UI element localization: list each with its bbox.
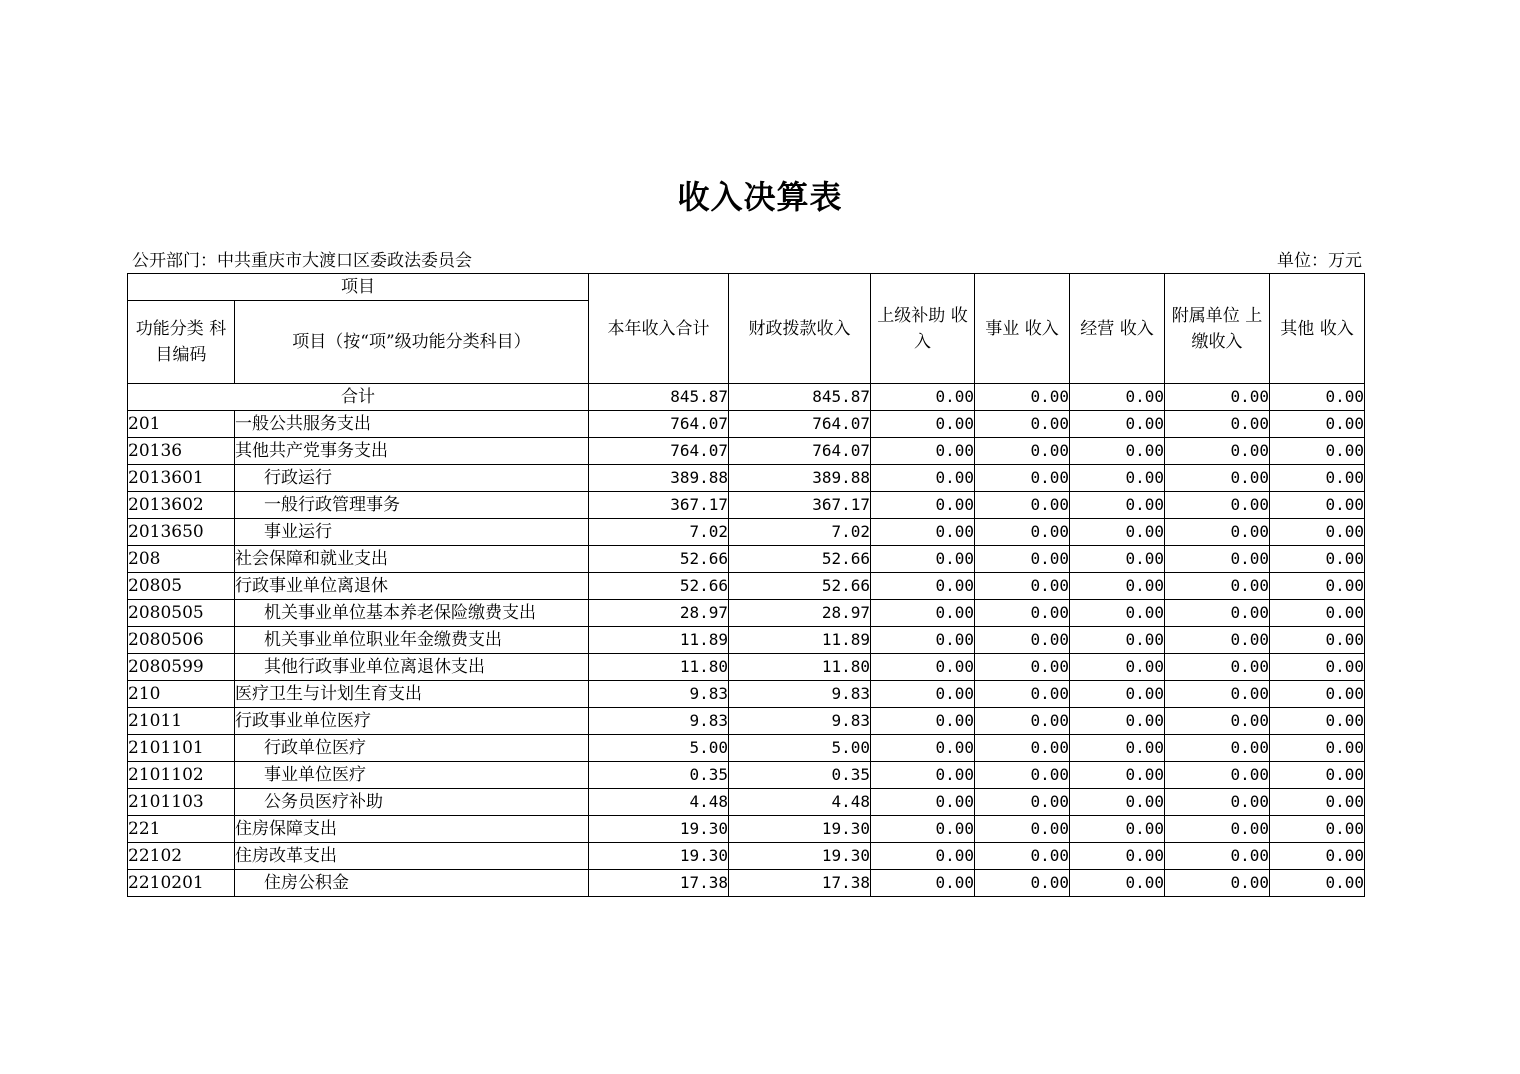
row-value: 0.00 <box>975 870 1070 897</box>
row-value: 0.00 <box>871 735 975 762</box>
row-code: 2013602 <box>128 492 235 519</box>
row-value: 0.00 <box>1270 627 1365 654</box>
row-name: 住房公积金 <box>235 870 589 897</box>
row-value: 389.88 <box>729 465 871 492</box>
row-value: 9.83 <box>589 681 729 708</box>
header-superior-subsidy: 上级补助 收入 <box>871 274 975 384</box>
row-value: 11.80 <box>729 654 871 681</box>
row-value: 0.00 <box>871 573 975 600</box>
row-code: 2080506 <box>128 627 235 654</box>
header-project-group: 项目 <box>128 274 589 301</box>
header-total: 本年收入合计 <box>589 274 729 384</box>
header-affiliated: 附属单位 上缴收入 <box>1165 274 1270 384</box>
row-code: 2101103 <box>128 789 235 816</box>
row-value: 0.00 <box>1165 708 1270 735</box>
table-row <box>128 465 1365 492</box>
row-code: 2013650 <box>128 519 235 546</box>
row-value: 0.35 <box>729 762 871 789</box>
row-value: 0.00 <box>1070 600 1165 627</box>
row-name: 公务员医疗补助 <box>235 789 589 816</box>
row-value: 0.00 <box>1070 492 1165 519</box>
row-value: 0.00 <box>1270 870 1365 897</box>
row-value: 0.00 <box>975 519 1070 546</box>
row-code: 2013601 <box>128 465 235 492</box>
table-row <box>128 519 1365 546</box>
row-value: 0.00 <box>1270 438 1365 465</box>
header-other: 其他 收入 <box>1270 274 1365 384</box>
row-value: 0.00 <box>1270 492 1365 519</box>
row-value: 0.00 <box>1270 600 1365 627</box>
total-cell: 0.00 <box>871 384 975 411</box>
row-value: 0.00 <box>1070 762 1165 789</box>
row-value: 0.00 <box>1165 681 1270 708</box>
total-row <box>128 384 1365 411</box>
row-value: 0.00 <box>871 600 975 627</box>
row-value: 0.00 <box>975 789 1070 816</box>
table-row <box>128 627 1365 654</box>
row-value: 11.89 <box>589 627 729 654</box>
row-value: 7.02 <box>589 519 729 546</box>
row-value: 0.00 <box>1165 735 1270 762</box>
row-value: 0.00 <box>871 816 975 843</box>
row-value: 0.00 <box>871 519 975 546</box>
total-cell: 0.00 <box>975 384 1070 411</box>
row-name: 行政运行 <box>235 465 589 492</box>
table-row <box>128 546 1365 573</box>
row-value: 28.97 <box>589 600 729 627</box>
table-row <box>128 438 1365 465</box>
row-value: 0.00 <box>871 465 975 492</box>
row-value: 0.00 <box>1070 546 1165 573</box>
row-code: 2080599 <box>128 654 235 681</box>
table-body <box>128 384 1365 897</box>
row-value: 17.38 <box>729 870 871 897</box>
row-value: 9.83 <box>729 681 871 708</box>
row-code: 2101102 <box>128 762 235 789</box>
row-value: 0.00 <box>1165 438 1270 465</box>
row-value: 9.83 <box>729 708 871 735</box>
row-value: 0.00 <box>975 573 1070 600</box>
row-value: 0.00 <box>975 735 1070 762</box>
row-value: 0.00 <box>1070 870 1165 897</box>
table-row <box>128 573 1365 600</box>
row-value: 0.00 <box>1165 600 1270 627</box>
row-value: 0.00 <box>975 843 1070 870</box>
row-value: 0.00 <box>1070 519 1165 546</box>
row-value: 0.00 <box>975 546 1070 573</box>
row-value: 0.00 <box>1070 573 1165 600</box>
row-value: 0.00 <box>1070 438 1165 465</box>
row-value: 0.00 <box>871 492 975 519</box>
table-row <box>128 816 1365 843</box>
header-operating: 经营 收入 <box>1070 274 1165 384</box>
row-value: 0.00 <box>1270 519 1365 546</box>
row-code: 2080505 <box>128 600 235 627</box>
row-value: 0.00 <box>1270 708 1365 735</box>
row-value: 0.00 <box>1070 816 1165 843</box>
row-value: 0.00 <box>975 708 1070 735</box>
page-title: 收入决算表 <box>677 178 843 216</box>
table-row <box>128 762 1365 789</box>
unit-label: 单位：万元 <box>1277 251 1362 271</box>
row-value: 0.00 <box>871 438 975 465</box>
row-value: 0.00 <box>1165 843 1270 870</box>
row-value: 0.00 <box>1165 627 1270 654</box>
row-value: 0.00 <box>1165 465 1270 492</box>
table-row <box>128 492 1365 519</box>
row-value: 19.30 <box>729 816 871 843</box>
row-value: 0.00 <box>1165 573 1270 600</box>
row-value: 0.00 <box>1070 681 1165 708</box>
row-code: 2210201 <box>128 870 235 897</box>
row-value: 764.07 <box>589 438 729 465</box>
row-value: 0.00 <box>1270 762 1365 789</box>
row-value: 0.00 <box>1070 708 1165 735</box>
row-value: 0.00 <box>1165 789 1270 816</box>
row-value: 5.00 <box>729 735 871 762</box>
row-value: 9.83 <box>589 708 729 735</box>
row-value: 4.48 <box>729 789 871 816</box>
row-value: 0.00 <box>1070 411 1165 438</box>
row-name: 事业运行 <box>235 519 589 546</box>
total-cell: 0.00 <box>1070 384 1165 411</box>
table-row <box>128 600 1365 627</box>
row-value: 19.30 <box>589 843 729 870</box>
row-value: 0.00 <box>1270 411 1365 438</box>
row-value: 367.17 <box>589 492 729 519</box>
row-name: 住房改革支出 <box>235 843 589 870</box>
row-value: 0.00 <box>1165 762 1270 789</box>
header-name: 项目（按“项”级功能分类科目） <box>235 301 589 384</box>
row-name: 事业单位医疗 <box>235 762 589 789</box>
row-value: 0.00 <box>1070 627 1165 654</box>
table-row <box>128 870 1365 897</box>
row-value: 764.07 <box>729 411 871 438</box>
header-business: 事业 收入 <box>975 274 1070 384</box>
row-value: 0.00 <box>1270 573 1365 600</box>
row-name: 一般公共服务支出 <box>235 411 589 438</box>
row-value: 11.80 <box>589 654 729 681</box>
row-code: 208 <box>128 546 235 573</box>
row-value: 0.00 <box>1270 654 1365 681</box>
table-row <box>128 654 1365 681</box>
total-cell: 0.00 <box>1165 384 1270 411</box>
row-value: 0.00 <box>1270 816 1365 843</box>
row-value: 0.00 <box>1070 843 1165 870</box>
row-value: 0.00 <box>1070 735 1165 762</box>
row-value: 52.66 <box>589 546 729 573</box>
row-value: 0.00 <box>871 870 975 897</box>
row-value: 0.00 <box>1165 816 1270 843</box>
row-value: 0.00 <box>1270 735 1365 762</box>
row-value: 0.00 <box>1270 789 1365 816</box>
row-name: 医疗卫生与计划生育支出 <box>235 681 589 708</box>
row-value: 0.00 <box>975 492 1070 519</box>
row-code: 20136 <box>128 438 235 465</box>
row-value: 0.00 <box>1270 546 1365 573</box>
row-value: 0.00 <box>975 600 1070 627</box>
row-value: 52.66 <box>729 546 871 573</box>
row-name: 机关事业单位职业年金缴费支出 <box>235 627 589 654</box>
header-fiscal: 财政拨款收入 <box>729 274 871 384</box>
row-value: 0.00 <box>1165 546 1270 573</box>
row-value: 389.88 <box>589 465 729 492</box>
row-value: 0.35 <box>589 762 729 789</box>
row-value: 0.00 <box>1270 681 1365 708</box>
income-table <box>127 273 1365 897</box>
row-value: 0.00 <box>871 411 975 438</box>
row-value: 0.00 <box>871 708 975 735</box>
row-value: 19.30 <box>589 816 729 843</box>
row-value: 764.07 <box>589 411 729 438</box>
row-value: 11.89 <box>729 627 871 654</box>
row-name: 行政单位医疗 <box>235 735 589 762</box>
total-cell: 0.00 <box>1270 384 1365 411</box>
row-value: 0.00 <box>975 762 1070 789</box>
row-value: 7.02 <box>729 519 871 546</box>
row-code: 221 <box>128 816 235 843</box>
row-value: 0.00 <box>975 411 1070 438</box>
row-value: 0.00 <box>975 438 1070 465</box>
row-code: 20805 <box>128 573 235 600</box>
total-cell: 845.87 <box>729 384 871 411</box>
row-name: 行政事业单位离退休 <box>235 573 589 600</box>
row-value: 0.00 <box>975 627 1070 654</box>
row-value: 0.00 <box>1165 870 1270 897</box>
table-row <box>128 708 1365 735</box>
row-value: 5.00 <box>589 735 729 762</box>
total-label: 合计 <box>128 384 589 411</box>
row-code: 201 <box>128 411 235 438</box>
row-value: 4.48 <box>589 789 729 816</box>
row-code: 21011 <box>128 708 235 735</box>
total-cell: 845.87 <box>589 384 729 411</box>
row-value: 0.00 <box>1165 519 1270 546</box>
row-value: 0.00 <box>871 762 975 789</box>
row-value: 17.38 <box>589 870 729 897</box>
row-value: 0.00 <box>975 465 1070 492</box>
header-code: 功能分类 科目编码 <box>128 301 235 384</box>
row-name: 一般行政管理事务 <box>235 492 589 519</box>
table-row <box>128 789 1365 816</box>
table-row <box>128 843 1365 870</box>
row-name: 其他共产党事务支出 <box>235 438 589 465</box>
row-value: 0.00 <box>1165 654 1270 681</box>
row-value: 0.00 <box>975 816 1070 843</box>
row-value: 0.00 <box>871 681 975 708</box>
row-value: 0.00 <box>871 654 975 681</box>
table-row <box>128 735 1365 762</box>
row-value: 52.66 <box>729 573 871 600</box>
row-value: 0.00 <box>1165 411 1270 438</box>
row-value: 0.00 <box>1270 843 1365 870</box>
row-name: 其他行政事业单位离退休支出 <box>235 654 589 681</box>
row-value: 0.00 <box>871 789 975 816</box>
row-value: 0.00 <box>871 843 975 870</box>
row-value: 0.00 <box>975 681 1070 708</box>
department-label: 公开部门：中共重庆市大渡口区委政法委员会 <box>132 251 472 271</box>
row-value: 0.00 <box>1270 465 1365 492</box>
row-value: 19.30 <box>729 843 871 870</box>
row-value: 764.07 <box>729 438 871 465</box>
row-value: 28.97 <box>729 600 871 627</box>
row-code: 2101101 <box>128 735 235 762</box>
row-value: 367.17 <box>729 492 871 519</box>
row-name: 社会保障和就业支出 <box>235 546 589 573</box>
row-name: 行政事业单位医疗 <box>235 708 589 735</box>
table-row <box>128 681 1365 708</box>
row-value: 0.00 <box>871 627 975 654</box>
table-row <box>128 411 1365 438</box>
row-name: 住房保障支出 <box>235 816 589 843</box>
row-code: 210 <box>128 681 235 708</box>
row-value: 0.00 <box>871 546 975 573</box>
row-value: 0.00 <box>1165 492 1270 519</box>
row-value: 0.00 <box>1070 465 1165 492</box>
row-value: 0.00 <box>1070 654 1165 681</box>
row-value: 52.66 <box>589 573 729 600</box>
row-code: 22102 <box>128 843 235 870</box>
row-value: 0.00 <box>1070 789 1165 816</box>
row-value: 0.00 <box>975 654 1070 681</box>
row-name: 机关事业单位基本养老保险缴费支出 <box>235 600 589 627</box>
